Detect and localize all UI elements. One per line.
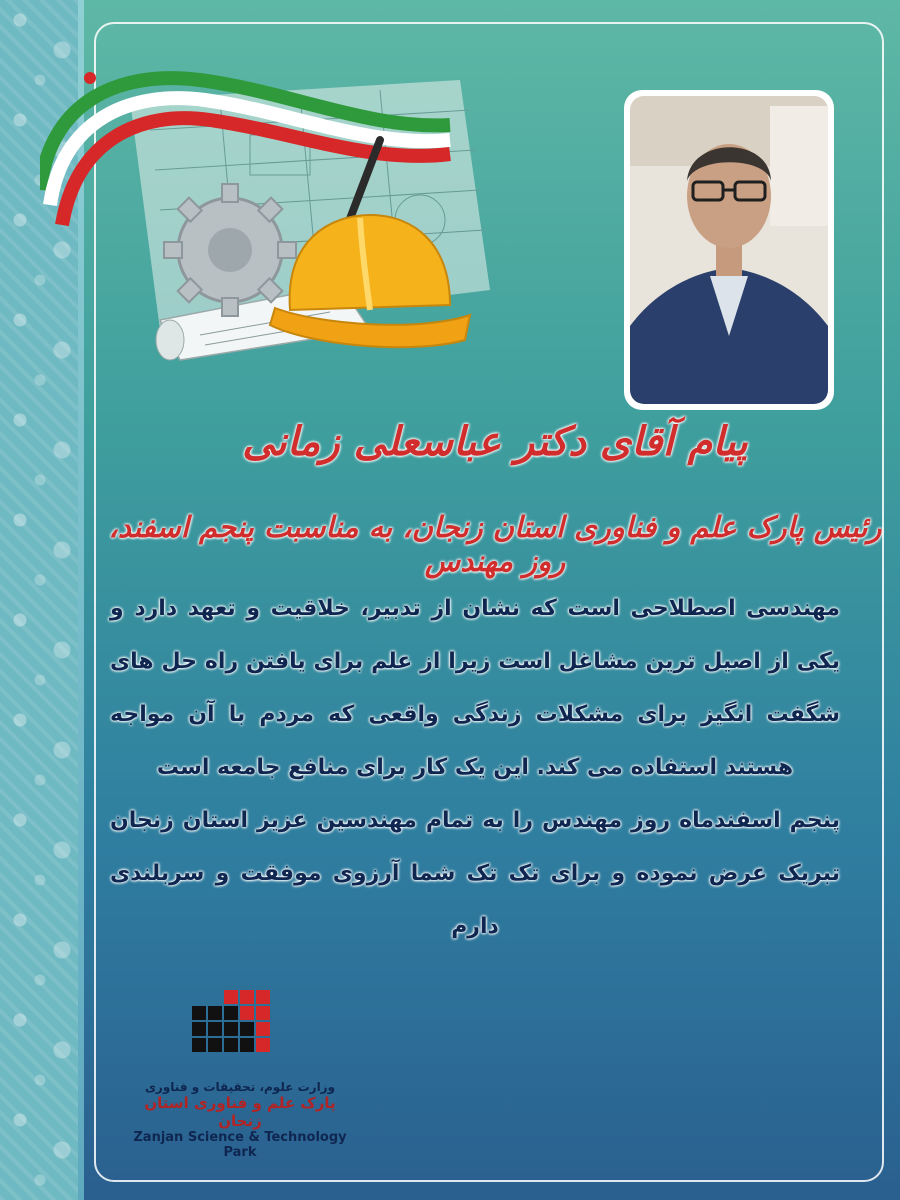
- message-body: [110, 582, 840, 953]
- logo-park-name-en: Zanjan Science & Technology Park: [133, 1130, 347, 1160]
- park-logo-mark-icon: [190, 990, 290, 1070]
- message-paragraph-2: پنجم اسفندماه روز مهندس را به تمام مهندسین عزیز استان زنجان تبریک عرض نموده و برای تک تک شما آرزوی موفقت و سربلندی دارم: [110, 808, 840, 939]
- gear-icon: [164, 184, 296, 316]
- engineering-illustration: [40, 40, 510, 370]
- portrait-photo: [630, 96, 828, 404]
- logo-park-name-fa: پارک علم و فناوری استان زنجان: [144, 1094, 336, 1130]
- message-subtitle: رئیس پارک علم و فناوری استان زنجان، به مناسبت پنجم اسفند، روز مهندس: [108, 510, 882, 578]
- portrait-frame: [624, 90, 834, 410]
- park-logo: [130, 990, 350, 1170]
- message-paragraph-1: مهندسی اصطلاحی است که نشان از تدبیر، خلاقیت و تعهد دارد و یکی از اصیل ترین مشاغل است زیرا از علم برای یافتن راه حل های شگفت انگیز برای مشکلات زندگی واقعی که مردم با آن مواجه هستند استفاده می کند. این یک کار برای منافع جامعه است: [110, 596, 840, 780]
- message-title: پیام آقای دکتر عباسعلی زمانی: [242, 418, 748, 465]
- logo-ministry-text: وزارت علوم، تحقیقات و فناوری: [144, 1080, 336, 1094]
